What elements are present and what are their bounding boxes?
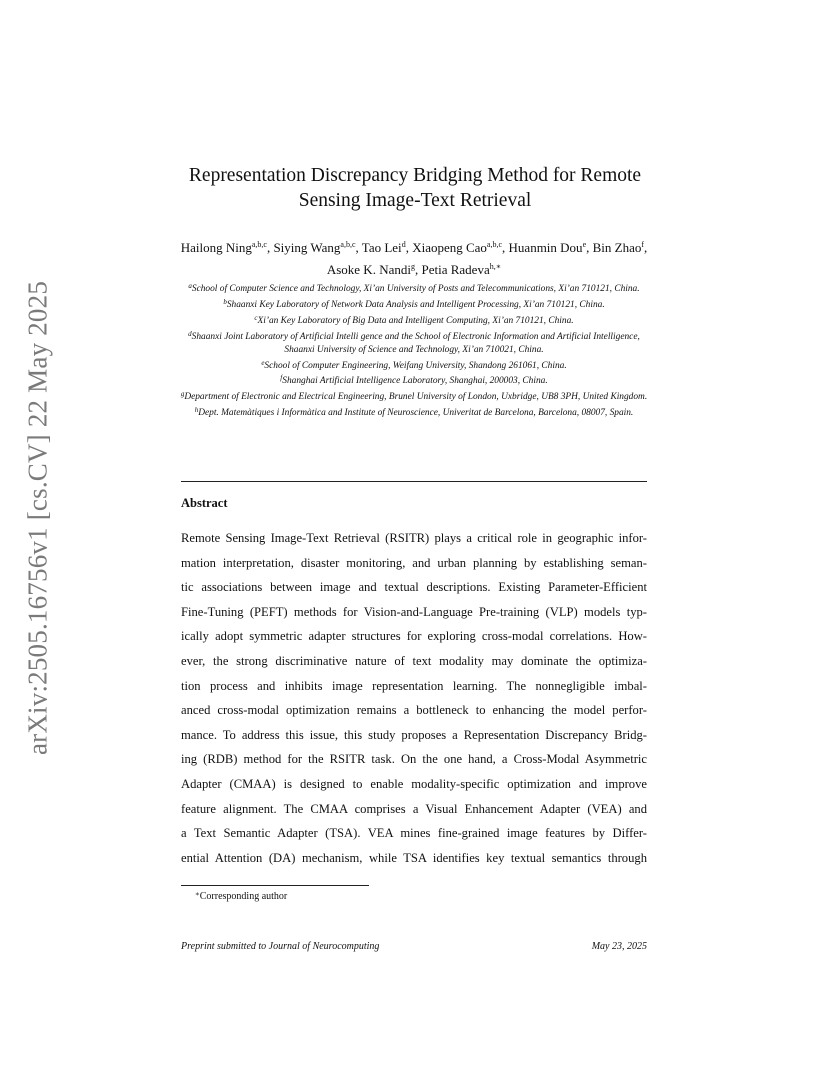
affiliation: $^h$Dept. Matemàtiques i Informàtica and Institute of Neuroscience, Univeritat de Barcelona, Barcelona, 08007, Spain. <box>194 406 634 419</box>
abstract-line: ever, the strong discriminative nature of text modality may dominate the optimiza- <box>181 653 647 668</box>
affiliation: $^e$School of Computer Engineering, Weifang University, Shandong 261061, China. <box>261 358 567 371</box>
affiliation: $^f$Shanghai Artificial Intelligence Laboratory, Shanghai, 200003, China. <box>280 374 548 387</box>
abstract-line: a Text Semantic Adapter (TSA). VEA mines fine-grained image features by Differ- <box>181 826 647 841</box>
abstract-line: ing (RDB) method for the RSITR task. On the one hand, a Cross-Modal Asymmetric <box>181 752 647 767</box>
abstract-line: feature alignment. The CMAA comprises a Visual Enhancement Adapter (VEA) and <box>181 801 647 816</box>
author-affil-mark: a,b,c <box>251 240 267 249</box>
arxiv-stamp <box>18 268 58 768</box>
author-affil-mark: a,b,c <box>340 240 356 249</box>
section-divider <box>181 481 647 482</box>
abstract-line: anced cross-modal optimization remains a bottleneck to enhancing the model perfor- <box>181 703 647 718</box>
paper-title <box>160 163 670 213</box>
arxiv-stamp-text: arXiv:2505.16756v1 [cs.CV] 22 May 2025 <box>22 280 53 756</box>
abstract-line: tion process and inhibits image representation learning. The nonnegligible imbal- <box>181 678 647 693</box>
abstract-line: ically adopt symmetric adapter structures for exploring cross-modal correlations. How- <box>181 629 647 644</box>
footer-date: May 23, 2025 <box>591 941 647 952</box>
footnote-mark: ∗ <box>195 890 200 898</box>
author-name: Bin Zhao <box>592 240 642 255</box>
footnote <box>195 890 287 902</box>
author-name: Asoke K. Nandi <box>326 262 411 277</box>
author-name: Siying Wang <box>273 240 341 255</box>
affiliation: $^c$Xi’an Key Laboratory of Big Data and Intelligent Computing, Xi’an 710121, China. <box>254 313 574 326</box>
footnote-divider <box>181 885 369 886</box>
abstract-line: mance. To address this issue, this study proposes a Representation Discrepancy Bridg- <box>181 727 647 742</box>
affiliation: $^d$Shaanxi Joint Laboratory of Artificial Intelli gence and the School of Electronic Information and Artificial Intelligence, Shaanxi University of Science and Technology, Xi’an 710021, China. <box>188 329 640 355</box>
author-affil-mark: a,b,c <box>486 240 503 249</box>
author-name: Huanmin Dou <box>508 240 583 255</box>
abstract-line: Adapter (CMAA) is designed to enable modality-specific optimization and improve <box>181 776 647 791</box>
abstract-line: tic associations between image and textual descriptions. Existing Parameter-Efficient <box>181 580 647 595</box>
title-line-1: Representation Discrepancy Bridging Method for Remote <box>188 165 642 186</box>
author-affil-mark: f <box>641 240 645 249</box>
author-name: Petia Radeva <box>421 262 490 277</box>
author-affil-mark: e <box>582 240 587 249</box>
affiliation: $^a$School of Computer Science and Technology, Xi’an University of Posts and Telecommunications, Xi’an 710121, China. <box>188 282 640 294</box>
abstract-heading: Abstract <box>181 496 228 510</box>
affiliation: $^b$Shaanxi Key Laboratory of Network Data Analysis and Intelligent Processing, Xi’an 710121, China. <box>223 297 605 310</box>
author-name: Tao Lei <box>361 240 402 255</box>
affiliation: $^g$Department of Electronic and Electrical Engineering, Brunel University of London, Uxbridge, UB8 3PH, United Kingdom. <box>180 390 648 403</box>
abstract-line: ential Attention (DA) mechanism, while TSA identifies key textual semantics through <box>181 850 647 865</box>
author-name: Xiaopeng Cao <box>412 240 487 255</box>
author-affil-mark: h,∗ <box>489 262 502 271</box>
abstract-line: Fine-Tuning (PEFT) methods for Vision-and-Language Pre-training (VLP) models typ- <box>181 604 647 619</box>
footer-journal: Preprint submitted to Journal of Neurocomputing <box>181 941 380 952</box>
abstract-line: mation interpretation, disaster monitoring, and urban planning by establishing seman- <box>181 555 647 570</box>
author-list: Hailong Ning$^{a,b,c}$, Siying Wang$^{a,b,c}$, Tao Lei$^d$, Xiaopeng Cao$^{a,b,c}$, Huanmin Dou$^e$, Bin Zhao$^f$, Asoke K. Nandi$^g$, Petia Radeva$^{h,∗}$ <box>180 240 648 277</box>
author-affil-mark: d <box>401 240 406 249</box>
author-affil-mark: g <box>410 262 415 271</box>
abstract-line: Remote Sensing Image-Text Retrieval (RSITR) plays a critical role in geographic infor- <box>181 531 647 545</box>
affiliation-list <box>178 280 650 420</box>
footnote-text: Corresponding author <box>199 891 288 902</box>
author-name: Hailong Ning <box>180 240 252 255</box>
abstract-body <box>181 526 647 870</box>
title-line-2: Sensing Image-Text Retrieval <box>298 190 532 211</box>
